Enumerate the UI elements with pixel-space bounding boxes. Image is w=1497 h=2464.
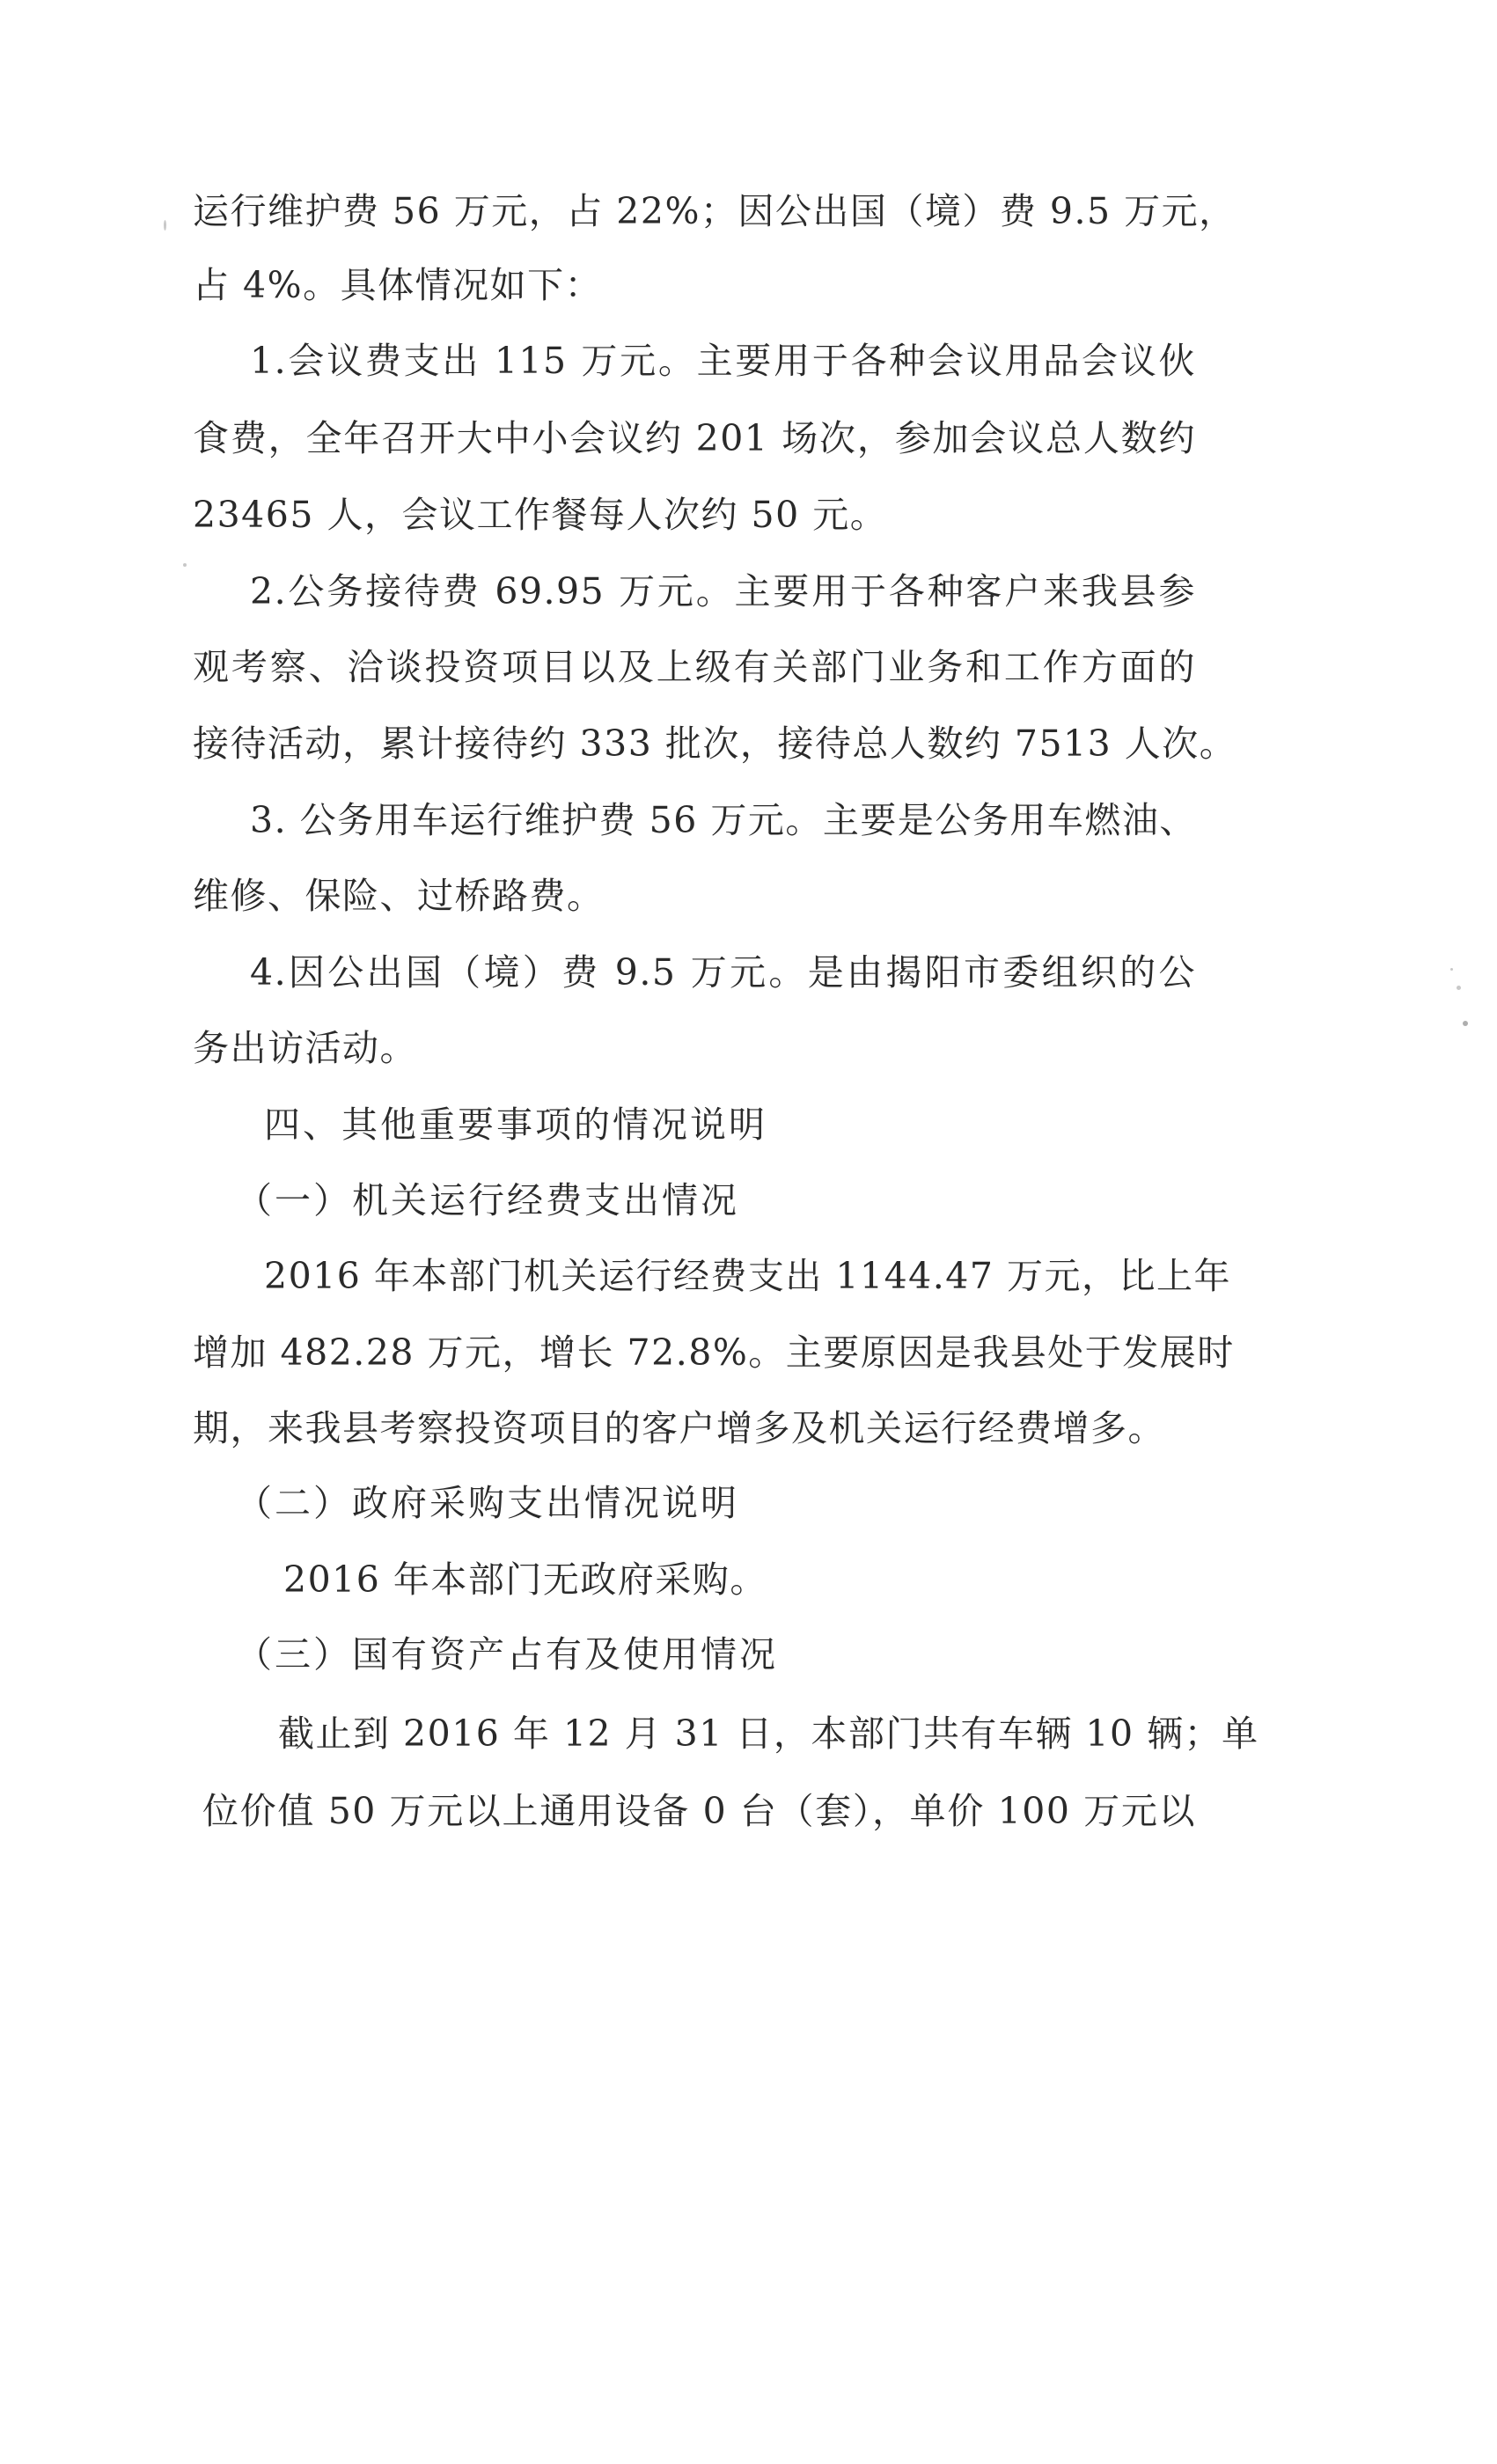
- subheading-2: （二）政府采购支出情况说明: [236, 1482, 739, 1524]
- text-line-8: 接待活动，累计接待约 333 批次，接待总人数约 7513 人次。: [193, 722, 1237, 765]
- text-line-3: 1.会议费支出 115 万元。主要用于各种会议用品会议伙: [250, 340, 1196, 382]
- text-line-11: 4.因公出国（境）费 9.5 万元。是由揭阳市委组织的公: [250, 951, 1196, 994]
- text-line-17: 期，来我县考察投资项目的客户增多及机关运行经费增多。: [193, 1407, 1165, 1449]
- text-line-2: 占 4%。具体情况如下：: [193, 264, 603, 306]
- text-line-21: 截止到 2016 年 12 月 31 日，本部门共有车辆 10 辆；单: [278, 1712, 1259, 1755]
- subheading-1: （一）机关运行经费支出情况: [236, 1179, 739, 1221]
- scan-speck: [164, 220, 166, 231]
- text-line-19: 2016 年本部门无政府采购。: [283, 1558, 767, 1601]
- text-line-1: 运行维护费 56 万元，占 22%；因公出国（境）费 9.5 万元，: [193, 190, 1236, 232]
- text-line-5: 23465 人，会议工作餐每人次约 50 元。: [193, 494, 888, 536]
- text-line-15: 2016 年本部门机关运行经费支出 1144.47 万元，比上年: [264, 1255, 1231, 1297]
- text-line-6: 2.公务接待费 69.95 万元。主要用于各种客户来我县参: [250, 570, 1196, 612]
- text-line-10: 维修、保险、过桥路费。: [193, 875, 605, 917]
- text-line-16: 增加 482.28 万元，增长 72.8%。主要原因是我县处于发展时: [193, 1331, 1235, 1374]
- scan-speck: [1463, 1021, 1468, 1026]
- text-line-4: 食费，全年召开大中小会议约 201 场次，参加会议总人数约: [193, 417, 1196, 459]
- scan-speck: [1457, 986, 1461, 990]
- text-line-22: 位价值 50 万元以上通用设备 0 台（套），单价 100 万元以: [202, 1790, 1196, 1832]
- scan-speck: [1450, 968, 1453, 971]
- text-line-7: 观考察、洽谈投资项目以及上级有关部门业务和工作方面的: [193, 646, 1196, 688]
- text-line-9: 3. 公务用车运行维护费 56 万元。主要是公务用车燃油、: [250, 799, 1197, 841]
- section-heading-4: 四、其他重要事项的情况说明: [264, 1104, 767, 1146]
- scan-speck: [183, 563, 187, 567]
- text-line-12: 务出访活动。: [193, 1027, 417, 1069]
- subheading-3: （三）国有资产占有及使用情况: [236, 1633, 778, 1676]
